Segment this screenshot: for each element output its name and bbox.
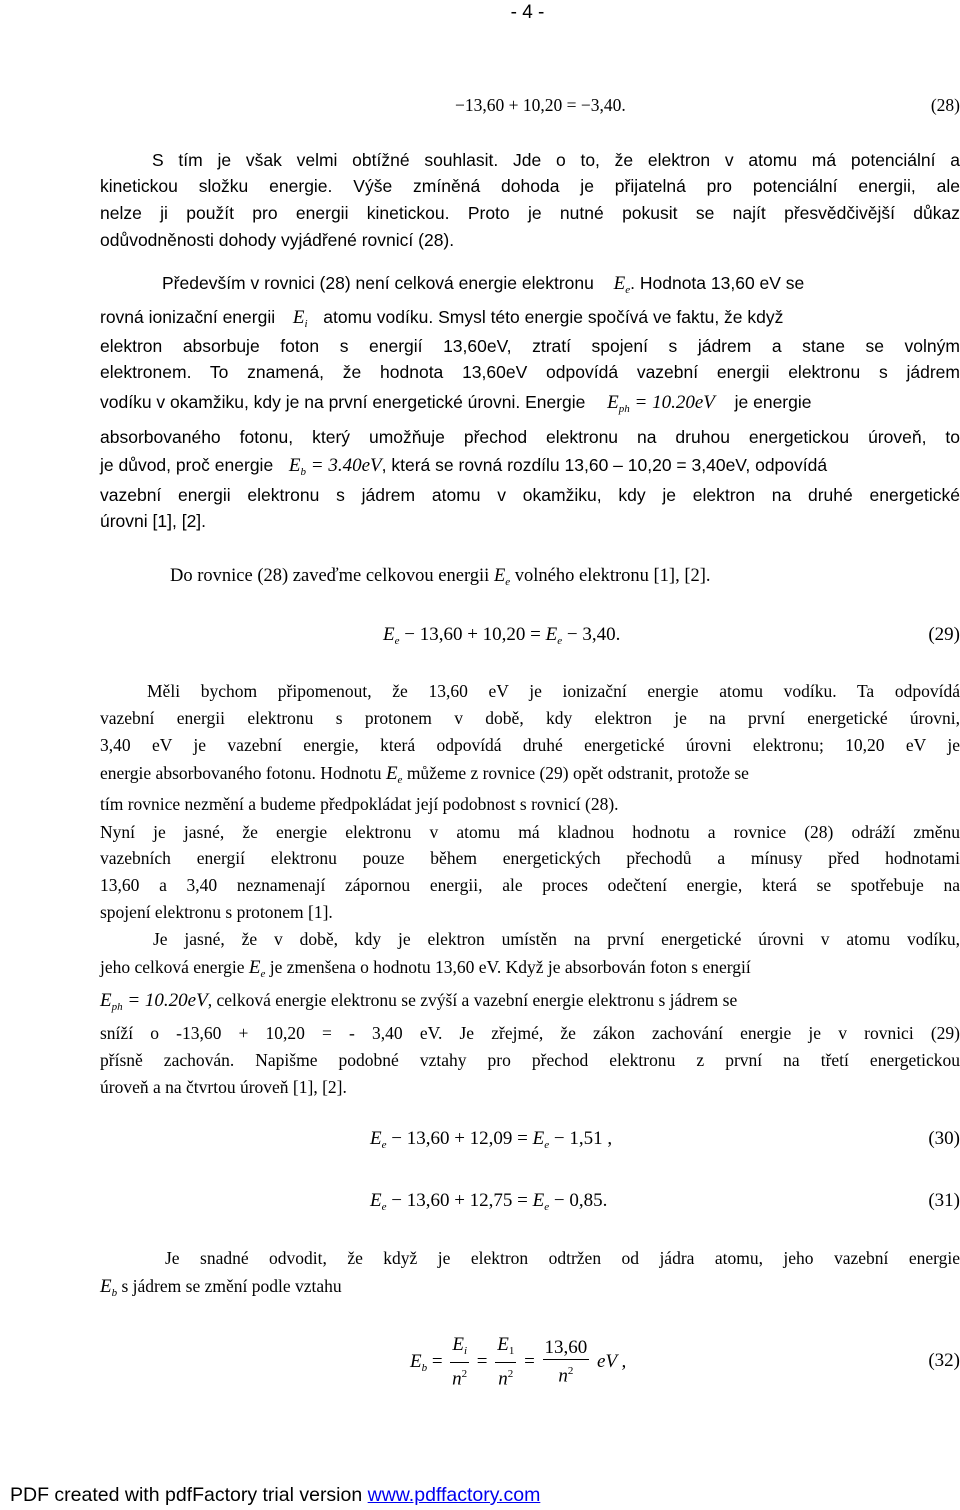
equation-32-expression: $E_b$ = $\frac{E_i}{n^2}$ = $\frac{E_1}{n^2}$ = $\frac{13,60}{n^2}$ eV , <box>410 1334 627 1390</box>
symbol-E-e: $E_e$ <box>613 273 631 296</box>
paragraph-4-line-5: tím rovnice nezmění a budeme předpokládat její podobnost s rovnicí (28). <box>100 794 619 814</box>
paragraph-2-line-1 <box>162 273 960 296</box>
symbol-E-e-3: $E_e$ <box>385 763 403 786</box>
paragraph-4-line-1: Měli bychom připomenout, že 13,60 eV je ionizační energie atomu vodíku. Ta odpovídá <box>147 681 960 701</box>
pdffactory-link[interactable]: www.pdffactory.com <box>367 1484 541 1506</box>
paragraph-1-line-2: kinetickou složku energie. Výše zmíněná dohoda je přijatelná pro potenciální energii, ale <box>100 176 960 196</box>
paragraph-5-line-4: spojení elektronu s protonem [1]. <box>100 902 333 922</box>
paragraph-3-tail: volného elektronu [1], [2]. <box>514 566 711 586</box>
paragraph-2-line-7 <box>100 455 960 478</box>
equation-28-number: (28) <box>930 95 960 115</box>
symbol-E-e-2: $E_e$ <box>493 566 511 588</box>
equation-32 <box>100 1335 960 1395</box>
paragraph-7-line-1: Je snadné odvodit, že když je elektron odtržen od jádra atomu, jeho vazební energie <box>165 1248 960 1268</box>
paragraph-6-line-1: Je jasné, že v době, kdy je elektron umístěn na první energetické úrovni v atomu vodíku, <box>153 929 960 949</box>
paragraph-6-line-2 <box>100 957 960 980</box>
equation-30-expression: $E_e - 13,60 + 12,09 = E_e - 1,51$ , <box>370 1128 613 1151</box>
paragraph-1-line-4: odůvodněnosti dohody vyjádřené rovnicí (28). <box>100 230 455 250</box>
equation-32-number: (32) <box>928 1350 960 1371</box>
paragraph-3-text: Do rovnice (28) zaveďme celkovou energii <box>170 566 490 586</box>
paragraph-6-line-3-tail: , celková energie elektronu se zvýší a vazební energie elektronu s jádrem se <box>207 990 738 1010</box>
fraction-1360-n2: $\frac{13,60}{n^2}$ <box>544 1337 588 1387</box>
equation-31-expression: $E_e - 13,60 + 12,75 = E_e - 0,85$. <box>370 1190 608 1213</box>
equation-30-number: (30) <box>928 1128 960 1149</box>
paragraph-5-line-2: vazebních energií elektronu pouze během energetických přechodů a mínusy před hodnotami <box>100 848 960 868</box>
symbol-E-i: $E_i$ <box>292 307 308 330</box>
equation-29-number: (29) <box>928 624 960 645</box>
fraction-E1-n2: $\frac{E_1}{n^2}$ <box>497 1334 515 1390</box>
paragraph-5-line-1: Nyní je jasné, že energie elektronu v atomu má kladnou hodnotu a rovnice (28) odráží změnu <box>100 822 960 842</box>
paragraph-2-line-8: vazební energii elektronu s jádrem atomu v okamžiku, kdy je elektron na druhé energetické <box>100 485 960 505</box>
paragraph-6-line-2-text: jeho celková energie <box>100 957 245 977</box>
paragraph-2-line-2-tail: atomu vodíku. Smysl této energie spočívá ve faktu, že když <box>323 307 784 327</box>
paragraph-2-line-5-tail: je energie <box>734 392 812 412</box>
equation-31-number: (31) <box>928 1190 960 1211</box>
paragraph-3 <box>170 566 960 588</box>
paragraph-6-line-5: přísně zachován. Napišme podobné vztahy pro přechod elektronu z první na třetí energetickou <box>100 1050 960 1070</box>
paragraph-6-line-6: úroveň a na čtvrtou úroveň [1], [2]. <box>100 1077 347 1097</box>
paragraph-7-line-2-tail: s jádrem se změní podle vztahu <box>121 1276 342 1296</box>
symbol-E-b-2: $E_b$ <box>100 1276 118 1299</box>
fraction-Ei-n2: $\frac{E_i}{n^2}$ <box>452 1334 468 1390</box>
paragraph-6-line-4: sníží o -13,60 + 10,20 = - 3,40 eV. Je zřejmé, že zákon zachování energie je v rovnici (29) <box>100 1023 960 1043</box>
paragraph-5-line-3: 13,60 a 3,40 neznamenají zápornou energii, ale proces odečtení energie, která se spotřebuje na <box>100 875 960 895</box>
paragraph-6-line-3 <box>100 990 960 1013</box>
symbol-E-ph-2: $E_{ph} = 10.20eV$ <box>100 990 208 1013</box>
paragraph-2-line-5-text: vodíku v okamžiku, kdy je na první energetické úrovni. Energie <box>100 392 586 412</box>
symbol-E-ph: $E_{ph} = 10.20eV$ <box>607 392 715 415</box>
paragraph-2-line-1-text: Především v rovnici (28) není celková energie elektronu <box>162 273 594 293</box>
paragraph-2-line-4: elektronem. To znamená, že hodnota 13,60eV odpovídá vazební energii elektronu s jádrem <box>100 362 960 382</box>
page-number: - 4 - <box>510 2 545 23</box>
footer <box>10 1484 540 1507</box>
paragraph-4-line-4 <box>100 763 960 786</box>
paragraph-1-line-3: nelze ji použít pro energii kinetickou. Proto je nutné pokusit se najít přesvědčivější důkaz <box>100 203 960 223</box>
symbol-E-e-4: $E_e$ <box>248 957 266 980</box>
paragraph-2-line-2-text: rovná ionizační energii <box>100 307 276 327</box>
equation-28-expression: −13,60 + 10,20 = −3,40. <box>455 95 626 115</box>
paragraph-4-line-4-tail: můžeme z rovnice (29) opět odstranit, protože se <box>406 763 749 783</box>
paragraph-2-line-2 <box>100 307 960 330</box>
paragraph-2-line-6: absorbovaného fotonu, který umožňuje přechod elektronu na druhou energetickou úroveň, to <box>100 427 960 447</box>
paragraph-2-line-1-tail: . Hodnota 13,60 eV se <box>630 273 805 293</box>
paragraph-6-line-2-tail: je zmenšena o hodnotu 13,60 eV. Když je absorbován foton s energií <box>269 957 751 977</box>
paragraph-4-line-3: 3,40 eV je vazební energie, která odpovídá druhé energetické úrovni elektronu; 10,20 eV je <box>100 735 960 755</box>
paragraph-7-line-2 <box>100 1276 960 1299</box>
footer-text: PDF created with pdfFactory trial version <box>10 1484 368 1506</box>
paragraph-1-line-1: S tím je však velmi obtížné souhlasit. Jde o to, že elektron v atomu má potenciální a <box>152 150 960 170</box>
paragraph-2-line-5 <box>100 392 960 415</box>
paragraph-2-line-7-tail: , která se rovná rozdílu 13,60 – 10,20 = 3,40eV, odpovídá <box>381 455 828 475</box>
paragraph-4-line-4-text: energie absorbovaného fotonu. Hodnotu <box>100 763 382 783</box>
symbol-E-b: $E_b = 3.40eV$ <box>288 455 382 478</box>
paragraph-4-line-2: vazební energii elektronu s protonem v době, kdy elektron je na první energetické úrovni, <box>100 708 960 728</box>
paragraph-2-line-9: úrovni [1], [2]. <box>100 511 207 531</box>
paragraph-2-line-7-text: je důvod, proč energie <box>100 455 274 475</box>
equation-29-expression: $E_e - 13,60 + 10,20 = E_e - 3,40$. <box>383 624 621 647</box>
paragraph-2-line-3: elektron absorbuje foton s energií 13,60eV, ztratí spojení s jádrem a stane se volným <box>100 336 960 356</box>
